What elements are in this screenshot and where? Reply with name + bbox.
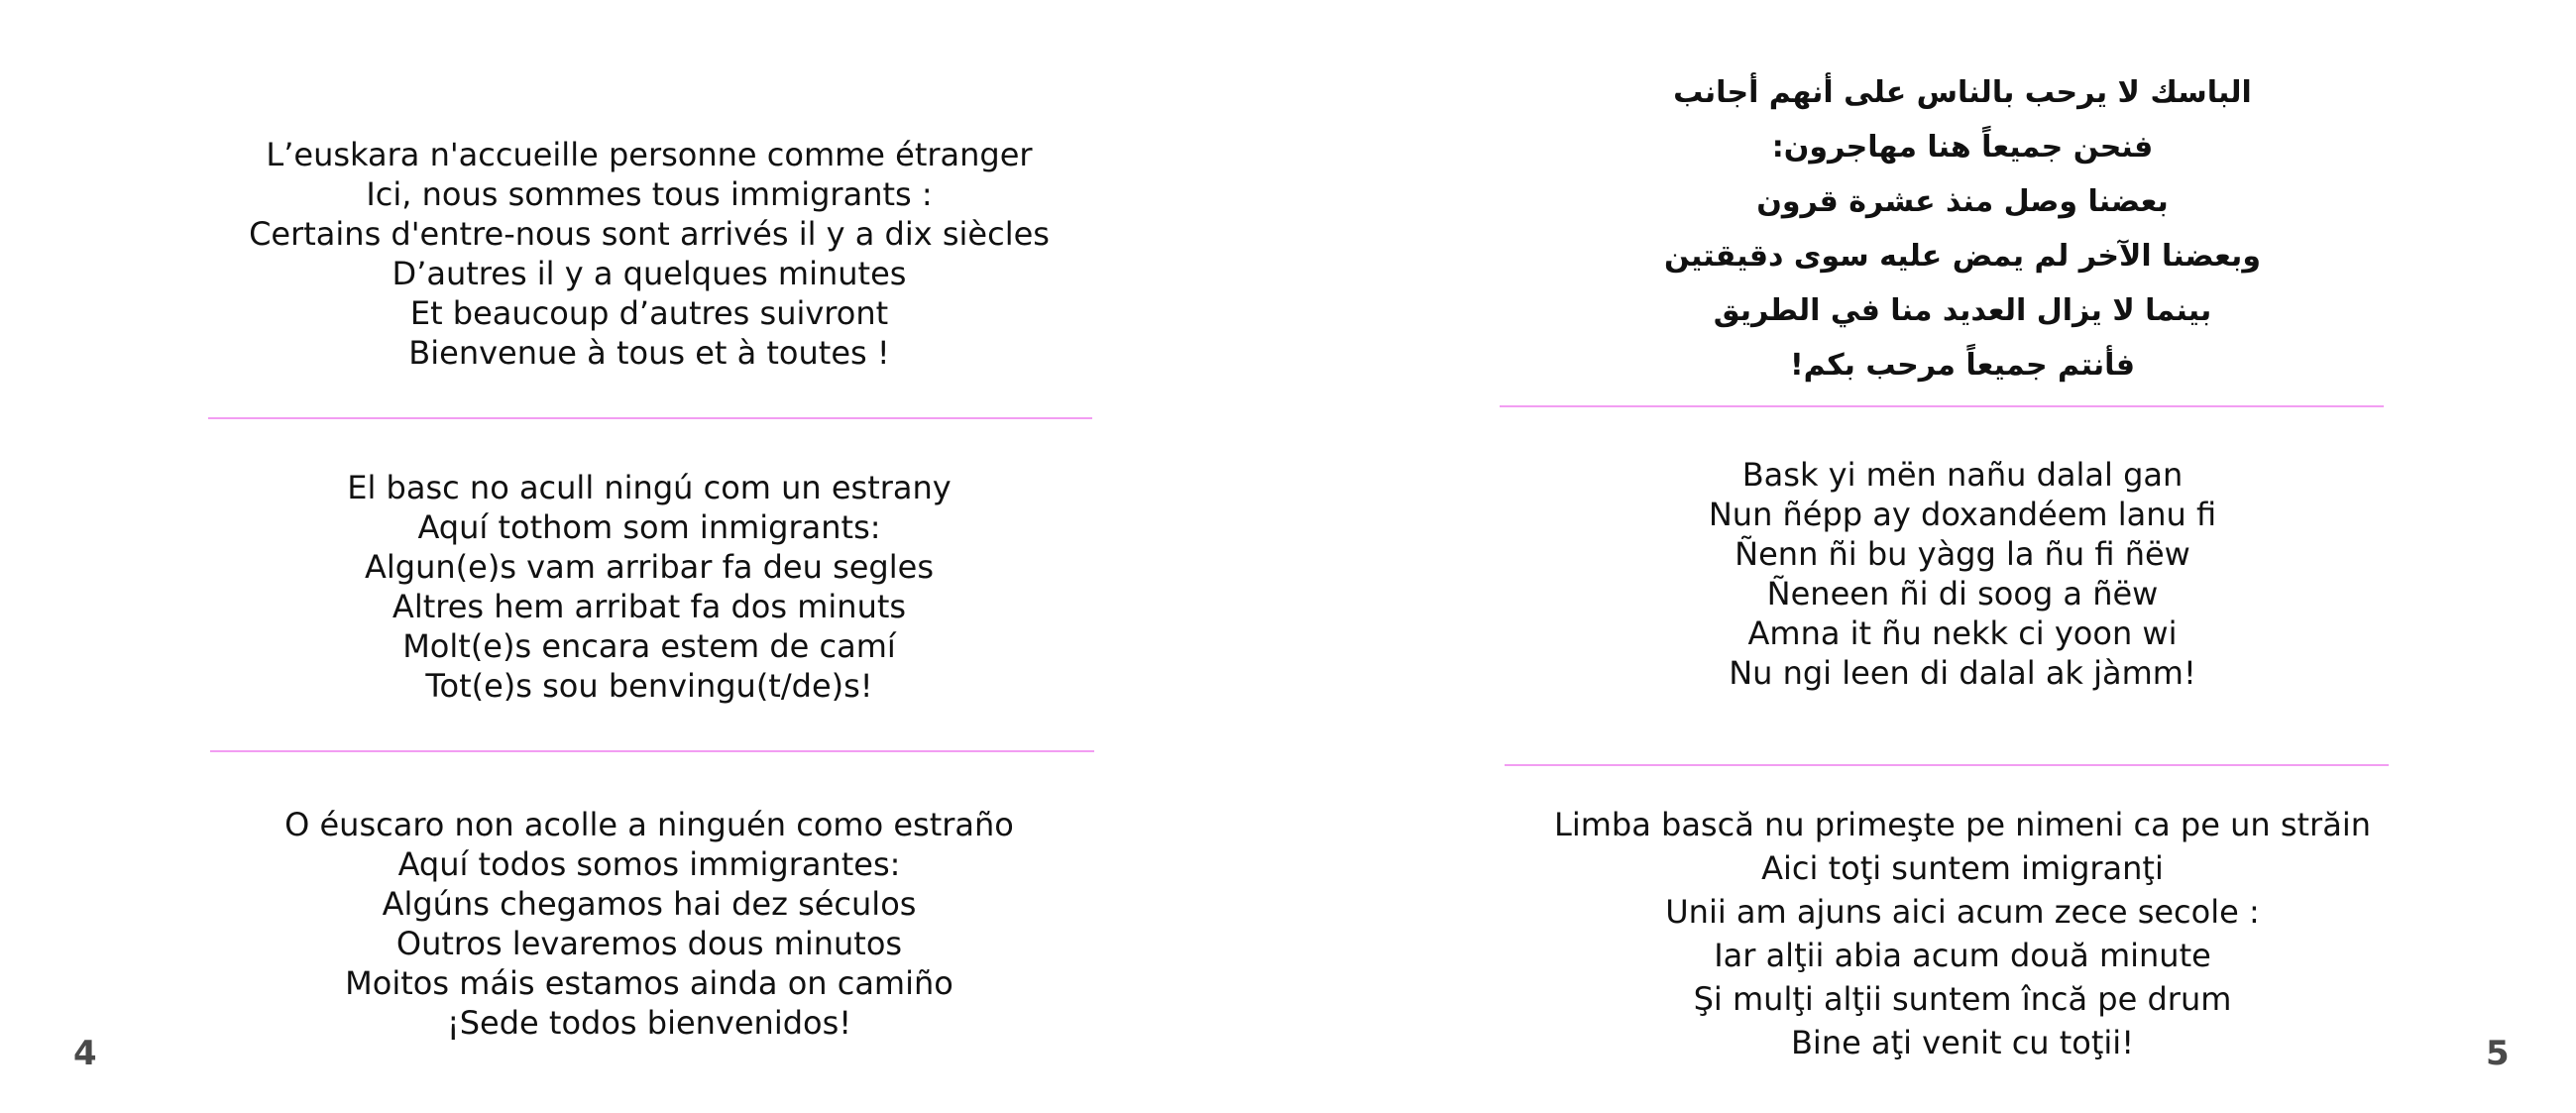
stanza-line: الباسك لا يرحب بالناس على أنهم أجانب — [1673, 75, 2252, 110]
stanza-line: ¡Sede todos bienvenidos! — [446, 1004, 852, 1042]
stanza-line: Outros levaremos dous minutos — [395, 925, 903, 962]
stanza-line: Nun ñépp ay doxandéem lanu fi — [1708, 496, 2217, 533]
stanza-line: Molt(e)s encara estem de camí — [402, 627, 896, 665]
arabic-stanza — [1516, 65, 2408, 392]
stanza-line: Algun(e)s vam arribar fa deu segles — [365, 548, 934, 586]
stanza-divider — [1500, 405, 2384, 407]
stanza-line: D’autres il y a quelques minutes — [392, 255, 907, 292]
stanza-divider — [1505, 764, 2389, 766]
stanza-line: Limba bască nu primeşte pe nimeni ca pe un străin — [1554, 806, 2371, 843]
stanza-line: Bine aţi venit cu toţii! — [1790, 1024, 2135, 1061]
page-number: 5 — [2486, 1034, 2510, 1073]
stanza-line: Certains d'entre-nous sont arrivés il y a dix siècles — [249, 215, 1050, 253]
stanza-line: Bask yi mën nañu dalal gan — [1741, 456, 2184, 494]
stanza-line: Unii am ajuns aici acum zece secole : — [1665, 893, 2260, 931]
stanza-line: Aquí tothom som inmigrants: — [417, 508, 881, 546]
stanza-line: بعضنا وصل منذ عشرة قرون — [1756, 184, 2169, 219]
romanian-stanza — [1516, 803, 2408, 1064]
stanza-line: Aici toţi suntem imigranţi — [1761, 849, 2164, 887]
stanza-line: وبعضنا الآخر لم يمض عليه سوى دقيقتين — [1664, 239, 2261, 274]
galician-stanza — [208, 805, 1090, 1043]
stanza-line: O éuscaro non acolle a ninguén como estraño — [284, 806, 1014, 843]
page-number: 4 — [73, 1034, 97, 1073]
stanza-line: Et beaucoup d’autres suivront — [409, 294, 889, 332]
stanza-line: L’euskara n'accueille personne comme étranger — [266, 136, 1033, 173]
stanza-line: El basc no acull ningú com un estrany — [347, 469, 952, 506]
stanza-line: Nu ngi leen di dalal ak jàmm! — [1729, 654, 2196, 692]
stanza-line: بينما لا يزال العديد منا في الطريق — [1713, 293, 2212, 328]
catalan-stanza — [208, 468, 1090, 706]
right-page — [1288, 0, 2576, 1113]
stanza-divider — [210, 750, 1094, 752]
stanza-divider — [208, 417, 1092, 419]
stanza-line: Iar alţii abia acum două minute — [1714, 937, 2211, 974]
stanza-line: Moitos máis estamos ainda on camiño — [345, 964, 953, 1002]
stanza-line: فأنتم جميعاً مرحب بكم! — [1790, 348, 2135, 383]
stanza-line: Tot(e)s sou benvingu(t/de)s! — [425, 667, 873, 705]
stanza-line: فنحن جميعاً هنا مهاجرون: — [1771, 130, 2154, 165]
stanza-line: Şi mulţi alţii suntem încă pe drum — [1693, 980, 2232, 1018]
stanza-line: Ici, nous sommes tous immigrants : — [366, 175, 933, 213]
stanza-line: Altres hem arribat fa dos minuts — [392, 588, 907, 625]
french-stanza — [208, 135, 1090, 373]
stanza-line: Amna it ñu nekk ci yoon wi — [1747, 614, 2178, 652]
wolof-stanza — [1516, 455, 2408, 693]
stanza-line: Algúns chegamos hai dez séculos — [382, 885, 917, 923]
stanza-line: Ñeneen ñi di soog a ñëw — [1766, 575, 2159, 612]
stanza-line: Aquí todos somos immigrantes: — [397, 845, 901, 883]
stanza-line: Ñenn ñi bu yàgg la ñu fi ñëw — [1735, 535, 2190, 573]
stanza-line: Bienvenue à tous et à toutes ! — [408, 334, 890, 372]
